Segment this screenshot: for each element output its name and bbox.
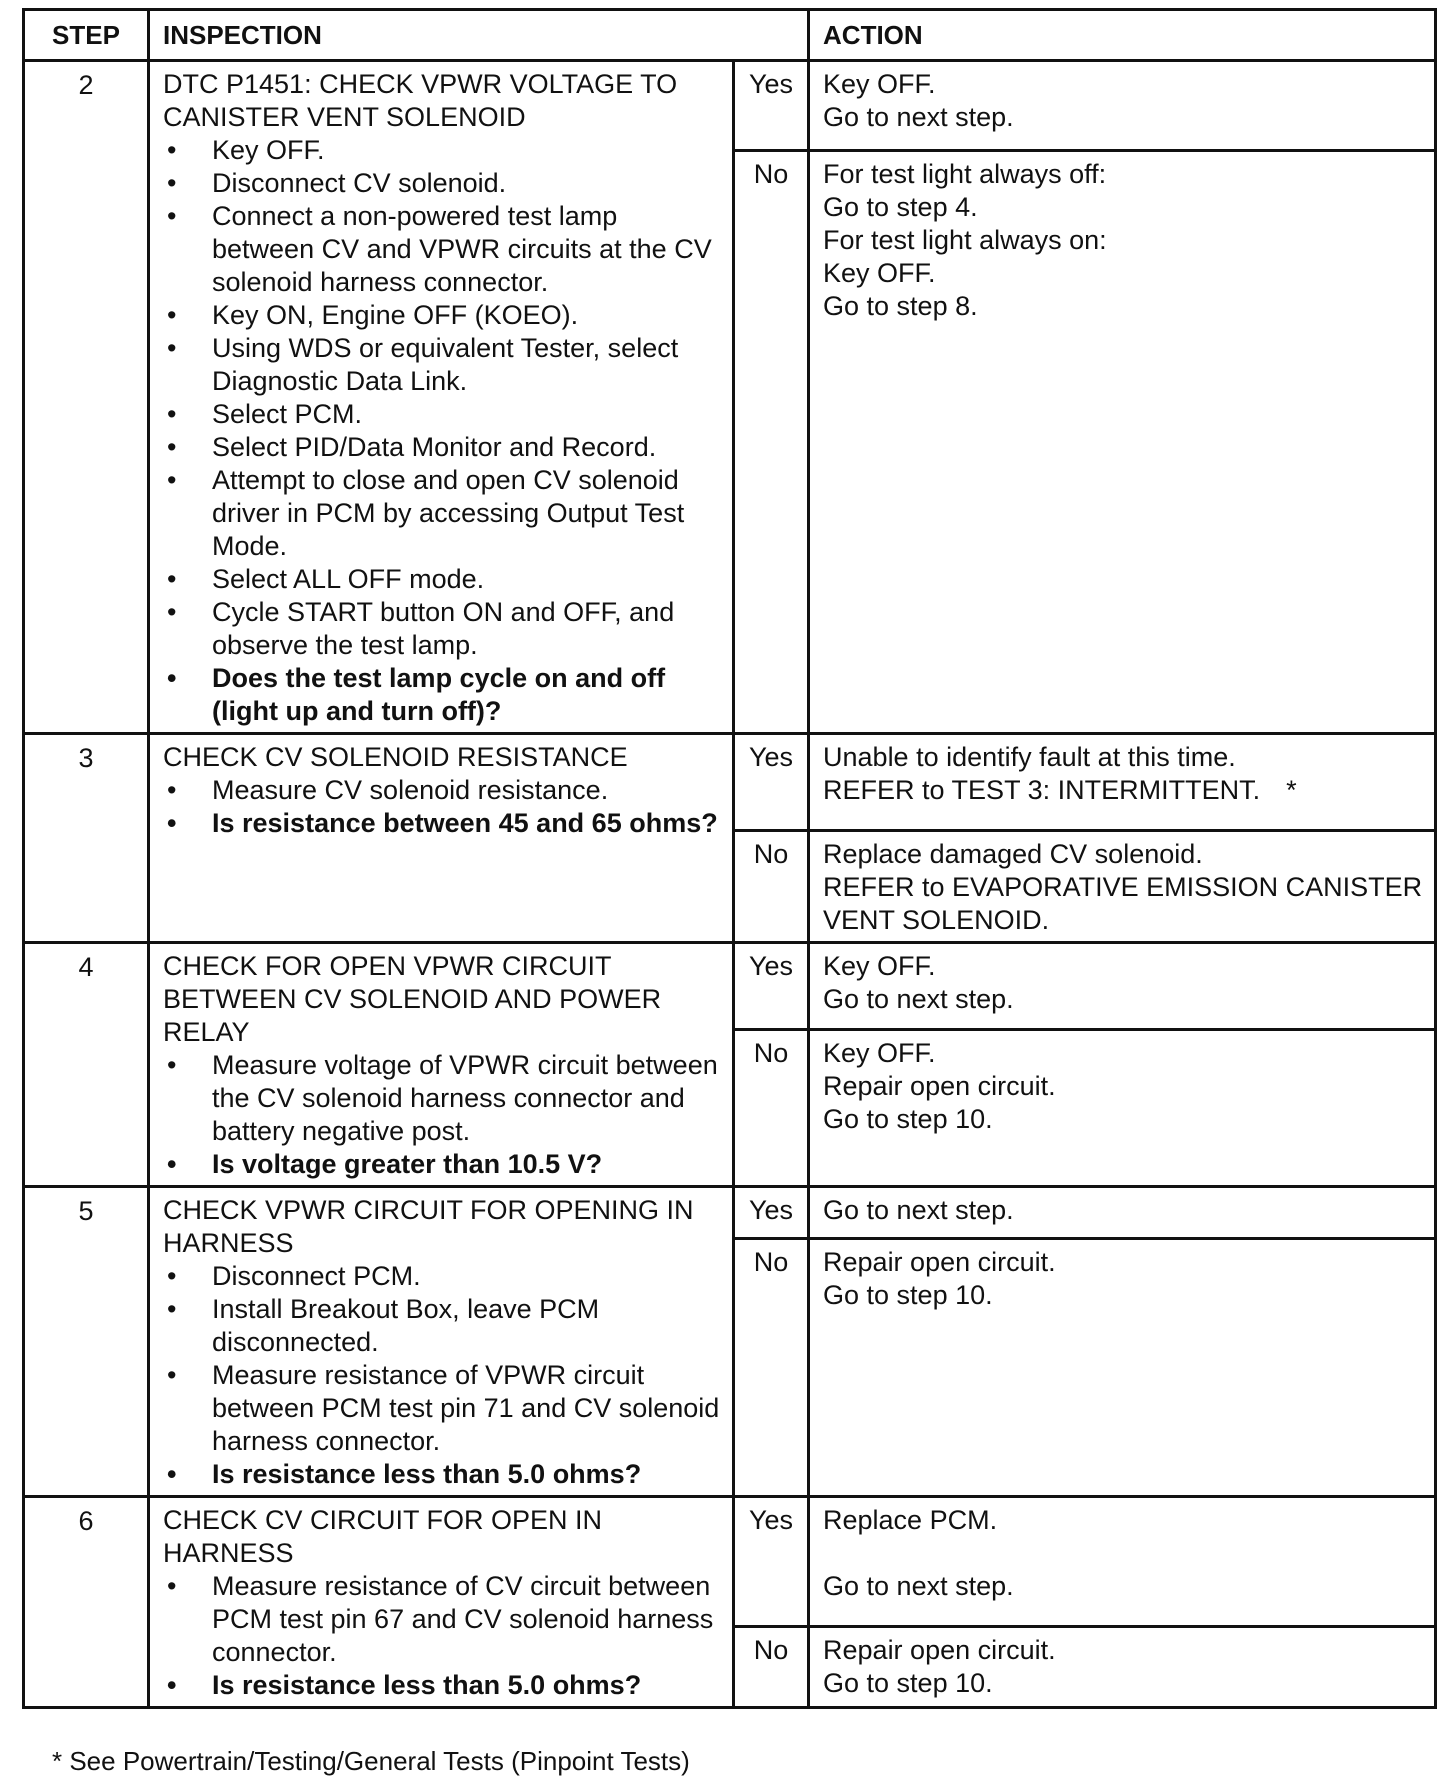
inspection-bullets <box>163 1260 724 1491</box>
action-line: For test light always off: <box>823 158 1107 189</box>
bullet-item: • Connect a non-powered test lamp between CV and VPWR circuits at the CV solenoid harness connector. <box>163 200 724 299</box>
table-row <box>24 61 1436 151</box>
footnote-marker: * <box>1286 775 1297 805</box>
inspection-cell <box>149 61 734 734</box>
table-row <box>24 1187 1436 1239</box>
action-line: Go to step 10. <box>823 1103 993 1134</box>
action-line: Repair open circuit. <box>823 1070 1056 1101</box>
action-line: Key OFF. <box>823 257 936 288</box>
yes-label: Yes <box>734 1187 809 1239</box>
bullet-item: • Select PID/Data Monitor and Record. <box>163 431 724 464</box>
bullet-item: • Key ON, Engine OFF (KOEO). <box>163 299 724 332</box>
action-line: Replace damaged CV solenoid. <box>823 839 1203 869</box>
action-line: Unable to identify fault at this time. <box>823 742 1236 772</box>
no-label: No <box>734 150 809 733</box>
bullet-item: • Key OFF. <box>163 134 724 167</box>
action-line: Go to step 10. <box>823 1280 993 1311</box>
diagnostic-document <box>22 8 1434 1776</box>
action-line: Go to next step. <box>823 984 1014 1014</box>
no-action-cell <box>809 831 1436 943</box>
action-line: Replace PCM. <box>823 1505 998 1535</box>
action-line: Go to step 8. <box>823 290 978 321</box>
step-number: 4 <box>24 943 149 1187</box>
inspection-column-header <box>149 10 809 61</box>
diagnostic-table <box>22 8 1437 1709</box>
inspection-title: CHECK CV CIRCUIT FOR OPEN IN HARNESS <box>163 1505 603 1568</box>
bullet-item: • Cycle START button ON and OFF, and observe the test lamp. <box>163 596 724 662</box>
step-number: 6 <box>24 1497 149 1708</box>
step-column-header: STEP <box>24 10 149 61</box>
inspection-question: • Is voltage greater than 10.5 V? <box>163 1148 724 1181</box>
yes-action-cell <box>809 734 1436 831</box>
action-header-label: ACTION <box>823 19 923 50</box>
action-line <box>823 1537 1426 1570</box>
inspection-cell <box>149 1497 734 1708</box>
step-number: 2 <box>24 61 149 734</box>
action-line: Repair open circuit. <box>823 1247 1056 1278</box>
inspection-question: • Is resistance between 45 and 65 ohms? <box>163 807 724 840</box>
bullet-item: • Disconnect CV solenoid. <box>163 167 724 200</box>
step-number: 5 <box>24 1187 149 1497</box>
action-line: REFER to TEST 3: INTERMITTENT. <box>823 775 1261 805</box>
yes-label: Yes <box>734 1497 809 1627</box>
bullet-item: • Measure resistance of VPWR circuit between PCM test pin 71 and CV solenoid harness connector. <box>163 1359 724 1458</box>
action-line: Repair open circuit. <box>823 1635 1056 1666</box>
inspection-bullets <box>163 1049 724 1181</box>
table-row <box>24 1497 1436 1627</box>
no-label: No <box>734 1029 809 1186</box>
bullet-item: • Measure CV solenoid resistance. <box>163 774 724 807</box>
yes-action-cell <box>809 1187 1436 1239</box>
inspection-title: DTC P1451: CHECK VPWR VOLTAGE TO CANISTER VENT SOLENOID <box>163 69 678 132</box>
table-header-row <box>24 10 1436 61</box>
table-row <box>24 734 1436 831</box>
inspection-question: • Is resistance less than 5.0 ohms? <box>163 1669 724 1702</box>
action-line: Go to step 10. <box>823 1668 993 1699</box>
inspection-header-label: INSPECTION <box>163 19 322 50</box>
inspection-cell <box>149 1187 734 1497</box>
action-line: Go to next step. <box>823 1195 1014 1225</box>
action-line: Key OFF. <box>823 69 936 99</box>
action-line: Go to next step. <box>823 1571 1014 1601</box>
yes-action-cell <box>809 943 1436 1030</box>
footnote: * See Powertrain/Testing/General Tests (Pinpoint Tests) <box>52 1746 690 1776</box>
inspection-title: CHECK CV SOLENOID RESISTANCE <box>163 742 628 772</box>
inspection-title: CHECK FOR OPEN VPWR CIRCUIT BETWEEN CV SOLENOID AND POWER RELAY <box>163 951 662 1047</box>
no-label: No <box>734 1239 809 1497</box>
yes-label: Yes <box>734 61 809 151</box>
action-column-header <box>809 10 1436 61</box>
no-action-cell <box>809 1239 1436 1497</box>
action-line: Go to next step. <box>823 102 1014 132</box>
bullet-item: • Measure resistance of CV circuit between PCM test pin 67 and CV solenoid harness connector. <box>163 1570 724 1669</box>
no-action-cell <box>809 1029 1436 1186</box>
table-body <box>24 61 1436 1708</box>
bullet-item: • Select ALL OFF mode. <box>163 563 724 596</box>
bullet-item: • Install Breakout Box, leave PCM disconnected. <box>163 1293 724 1359</box>
yes-action-cell <box>809 61 1436 151</box>
inspection-cell <box>149 734 734 943</box>
action-line: Key OFF. <box>823 951 936 981</box>
action-line: For test light always on: <box>823 224 1107 255</box>
step-number: 3 <box>24 734 149 943</box>
table-row <box>24 943 1436 1030</box>
action-line: REFER to EVAPORATIVE EMISSION CANISTER VENT SOLENOID. <box>823 872 1423 935</box>
no-action-cell <box>809 1627 1436 1708</box>
action-line: Go to step 4. <box>823 191 978 222</box>
bullet-item: • Using WDS or equivalent Tester, select Diagnostic Data Link. <box>163 332 724 398</box>
inspection-bullets <box>163 774 724 840</box>
yes-label: Yes <box>734 734 809 831</box>
inspection-title: CHECK VPWR CIRCUIT FOR OPENING IN HARNESS <box>163 1195 694 1258</box>
bullet-item: • Measure voltage of VPWR circuit between the CV solenoid harness connector and battery negative post. <box>163 1049 724 1148</box>
no-action-cell <box>809 150 1436 733</box>
inspection-bullets <box>163 134 724 728</box>
inspection-question: • Does the test lamp cycle on and off (light up and turn off)? <box>163 662 724 728</box>
action-line: Key OFF. <box>823 1037 936 1068</box>
yes-action-cell <box>809 1497 1436 1627</box>
inspection-bullets <box>163 1570 724 1702</box>
no-label: No <box>734 831 809 943</box>
bullet-item: • Attempt to close and open CV solenoid driver in PCM by accessing Output Test Mode. <box>163 464 724 563</box>
inspection-question: • Is resistance less than 5.0 ohms? <box>163 1458 724 1491</box>
bullet-item: • Disconnect PCM. <box>163 1260 724 1293</box>
no-label: No <box>734 1627 809 1708</box>
bullet-item: • Select PCM. <box>163 398 724 431</box>
yes-label: Yes <box>734 943 809 1030</box>
inspection-cell <box>149 943 734 1187</box>
